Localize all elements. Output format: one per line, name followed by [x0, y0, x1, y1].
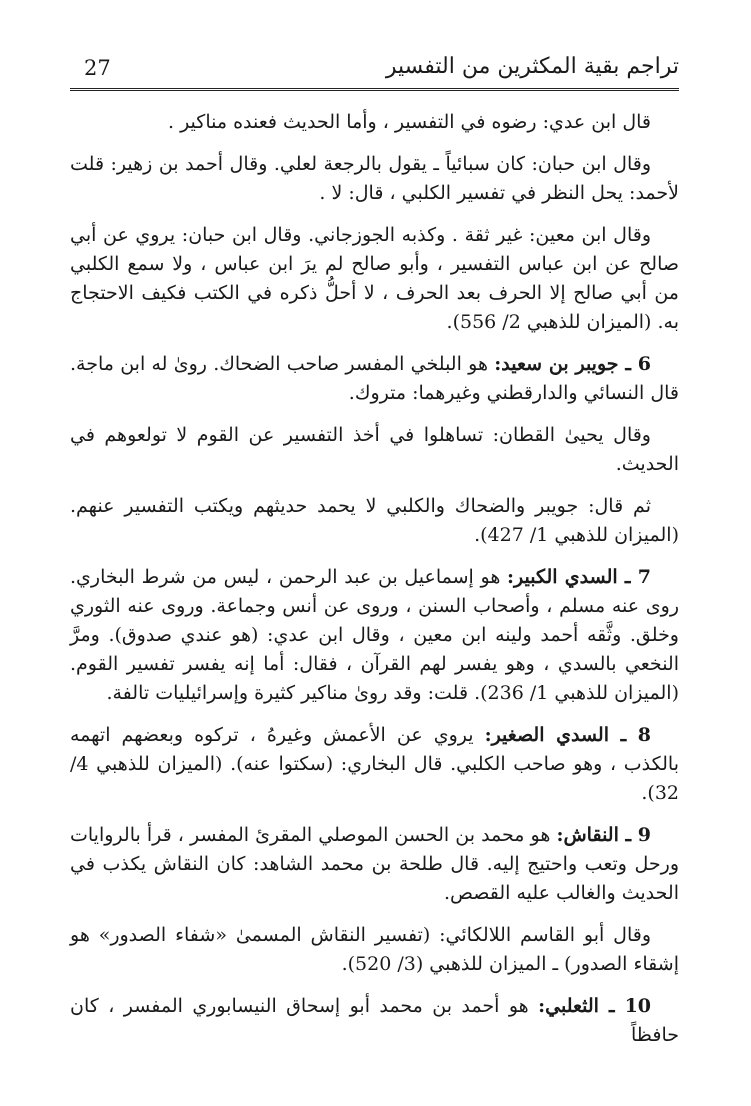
paragraph	[70, 992, 679, 1050]
paragraph-text: هو أحمد بن محمد أبو إسحاق النيسابوري المفسر ، كان حافظاً	[70, 995, 679, 1046]
paragraph	[70, 821, 679, 908]
entry-heading: 9 ـ النقاش:	[556, 824, 651, 846]
paragraph	[70, 150, 679, 208]
entry-heading: 6 ـ جويبر بن سعيد:	[494, 353, 651, 375]
paragraph-text: هو محمد بن الحسن الموصلي المقرئ المفسر ، قرأ بالروايات ورحل وتعب واحتيج إليه. قال طلحة بن محمد الشاهد: كان النقاش يكذب في الحديث والغالب عليه القصص.	[70, 824, 679, 904]
paragraph-text: يروي عن الأعمش وغيرهُ ، تركوه وبعضهم اتهمه بالكذب ، وهو صاحب الكلبي. قال البخاري: (سكتوا عنه). (الميزان للذهبي 4/ 32).	[70, 724, 679, 804]
paragraph	[70, 421, 679, 479]
paragraph-text: هو إسماعيل بن عبد الرحمن ، ليس من شرط البخاري. روى عنه مسلم ، وأصحاب السنن ، وروى عن أنس وجماعة. وروى عنه الثوري وخلق. وثَّقه أحمد ولينه ابن معين ، وقال ابن عدي: (هو عندي صدوق). ومرَّ النخعي بالسدي ، وهو يفسر لهم القرآن ، فقال: أما إنه يفسر تفسير القوم. (الميزان للذهبي 1/ 236). قلت: وقد روىٰ مناكير كثيرة وإسرائيليات تالفة.	[70, 566, 679, 704]
running-title: تراجم بقية المكثرين من التفسير	[385, 54, 679, 79]
entry-heading: 7 ـ السدي الكبير:	[507, 566, 651, 588]
page-header	[70, 52, 679, 91]
page-number: 27	[84, 56, 111, 80]
paragraph	[70, 721, 679, 808]
paragraph	[70, 221, 679, 337]
paragraph	[70, 921, 679, 979]
paragraph	[70, 108, 679, 137]
page-body	[70, 108, 679, 1063]
entry-heading: 10 ـ الثعلبي:	[538, 995, 652, 1017]
paragraph	[70, 492, 679, 550]
paragraph-text: وقال ابن حبان: كان سبائياً ـ يقول بالرجعة لعلي. وقال أحمد بن زهير: قلت لأحمد: يحل النظر في تفسير الكلبي ، قال: لا .	[70, 153, 679, 204]
entry-heading: 8 ـ السدي الصغير:	[484, 724, 651, 746]
paragraph-text: ثم قال: جويبر والضحاك والكلبي لا يحمد حديثهم ويكتب التفسير عنهم. (الميزان للذهبي 1/ 427).	[70, 495, 679, 546]
paragraph-text: وقال ابن معين: غير ثقة . وكذبه الجوزجاني. وقال ابن حبان: يروي عن أبي صالح عن ابن عباس التفسير ، وأبو صالح لم يرَ ابن عباس ، ولا سمع الكلبي من أبي صالح إلا الحرف بعد الحرف ، لا أحلُّ ذكره في الكتب فكيف الاحتجاج به. (الميزان للذهبي 2/ 556).	[70, 224, 679, 333]
paragraph-text: قال ابن عدي: رضوه في التفسير ، وأما الحديث فعنده مناكير .	[167, 111, 651, 133]
paragraph-text: هو البلخي المفسر صاحب الضحاك. روىٰ له ابن ماجة. قال النسائي والدارقطني وغيرهما: متروك.	[70, 353, 679, 404]
paragraph-text: وقال أبو القاسم اللالكائي: (تفسير النقاش المسمىٰ «شفاء الصدور» هو إشقاء الصدور) ـ الميزان للذهبي (3/ 520).	[70, 924, 679, 975]
paragraph-text: وقال يحيىٰ القطان: تساهلوا في أخذ التفسير عن القوم لا تولعوهم في الحديث.	[70, 424, 679, 475]
paragraph	[70, 563, 679, 708]
paragraph	[70, 350, 679, 408]
